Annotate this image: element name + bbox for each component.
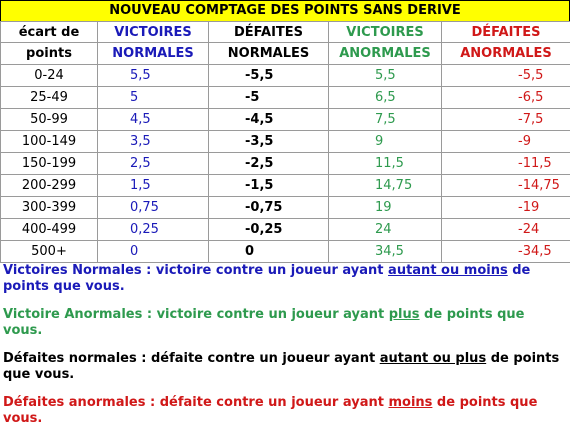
cell-victoires-anormales: 11,5 — [329, 153, 442, 175]
cell-victoires-normales: 3,5 — [98, 131, 209, 153]
cell-victoires-normales: 5,5 — [98, 65, 209, 87]
header-range-line1: écart de — [1, 22, 98, 43]
cell-range: 0-24 — [1, 65, 98, 87]
cell-defaites-anormales: -34,5 — [442, 241, 570, 263]
definition-va-key: plus — [388, 307, 420, 322]
cell-defaites-anormales: -19 — [442, 197, 570, 219]
definition-da-post: de points que vous. — [3, 395, 538, 426]
cell-victoires-normales: 0,75 — [98, 197, 209, 219]
definition-va-pre: Victoire Anormales : victoire contre un joueur ayant — [3, 307, 389, 322]
page-title: NOUVEAU COMPTAGE DES POINTS SANS DERIVE — [0, 0, 570, 22]
definition-da-key: moins — [388, 395, 433, 410]
cell-range: 500+ — [1, 241, 98, 263]
header-dn-line2: NORMALES — [209, 43, 329, 65]
cell-defaites-normales: -0,75 — [209, 197, 329, 219]
cell-victoires-normales: 5 — [98, 87, 209, 109]
cell-defaites-normales: -5,5 — [209, 65, 329, 87]
table-row — [1, 175, 570, 197]
definition-va-post: de points que vous. — [3, 307, 525, 338]
table-row — [1, 87, 570, 109]
table-row — [1, 197, 570, 219]
table-row — [1, 65, 570, 87]
definition-victoires-normales — [0, 263, 563, 295]
definition-vn-pre: Victoires Normales : victoire contre un joueur ayant — [3, 263, 389, 278]
header-da-line1: DÉFAITES — [442, 22, 570, 43]
cell-defaites-anormales: -24 — [442, 219, 570, 241]
cell-victoires-normales: 2,5 — [98, 153, 209, 175]
cell-victoires-normales: 4,5 — [98, 109, 209, 131]
cell-victoires-anormales: 6,5 — [329, 87, 442, 109]
cell-defaites-normales: 0 — [209, 241, 329, 263]
header-dn-line1: DÉFAITES — [209, 22, 329, 43]
cell-range: 400-499 — [1, 219, 98, 241]
definition-da-pre: Défaites anormales : défaite contre un joueur ayant — [3, 395, 389, 410]
definition-dn-post: de points que vous. — [3, 351, 560, 382]
cell-defaites-anormales: -7,5 — [442, 109, 570, 131]
cell-defaites-normales: -2,5 — [209, 153, 329, 175]
table-row — [1, 241, 570, 263]
cell-defaites-anormales: -6,5 — [442, 87, 570, 109]
cell-range: 100-149 — [1, 131, 98, 153]
cell-defaites-normales: -5 — [209, 87, 329, 109]
cell-victoires-normales: 0,25 — [98, 219, 209, 241]
cell-range: 200-299 — [1, 175, 98, 197]
table-row — [1, 109, 570, 131]
header-va-line1: VICTOIRES — [329, 22, 442, 43]
cell-range: 50-99 — [1, 109, 98, 131]
definition-dn-key: autant ou plus — [379, 351, 487, 366]
cell-victoires-anormales: 34,5 — [329, 241, 442, 263]
header-range-line2: points — [1, 43, 98, 65]
cell-defaites-anormales: -14,75 — [442, 175, 570, 197]
cell-defaites-anormales: -9 — [442, 131, 570, 153]
cell-victoires-anormales: 19 — [329, 197, 442, 219]
cell-victoires-anormales: 24 — [329, 219, 442, 241]
header-row-2 — [1, 43, 570, 65]
cell-victoires-anormales: 9 — [329, 131, 442, 153]
cell-victoires-anormales: 7,5 — [329, 109, 442, 131]
score-table — [0, 21, 570, 263]
cell-defaites-normales: -4,5 — [209, 109, 329, 131]
cell-victoires-anormales: 5,5 — [329, 65, 442, 87]
definition-victoires-anormales — [0, 307, 563, 339]
cell-defaites-normales: -0,25 — [209, 219, 329, 241]
cell-victoires-anormales: 14,75 — [329, 175, 442, 197]
cell-victoires-normales: 1,5 — [98, 175, 209, 197]
header-row-1 — [1, 22, 570, 43]
cell-defaites-anormales: -5,5 — [442, 65, 570, 87]
header-vn-line1: VICTOIRES — [98, 22, 209, 43]
table-row — [1, 153, 570, 175]
header-da-line2: ANORMALES — [442, 43, 570, 65]
definition-vn-post: de points que vous. — [3, 263, 531, 294]
definitions — [0, 263, 570, 439]
cell-range: 300-399 — [1, 197, 98, 219]
cell-defaites-normales: -3,5 — [209, 131, 329, 153]
header-vn-line2: NORMALES — [98, 43, 209, 65]
table-row — [1, 219, 570, 241]
definition-defaites-normales — [0, 351, 563, 383]
cell-range: 25-49 — [1, 87, 98, 109]
cell-range: 150-199 — [1, 153, 98, 175]
cell-defaites-anormales: -11,5 — [442, 153, 570, 175]
table-row — [1, 131, 570, 153]
definition-dn-pre: Défaites normales : défaite contre un joueur ayant — [3, 351, 380, 366]
cell-victoires-normales: 0 — [98, 241, 209, 263]
definition-vn-key: autant ou moins — [388, 263, 508, 278]
header-va-line2: ANORMALES — [329, 43, 442, 65]
definition-defaites-anormales — [0, 395, 563, 427]
cell-defaites-normales: -1,5 — [209, 175, 329, 197]
